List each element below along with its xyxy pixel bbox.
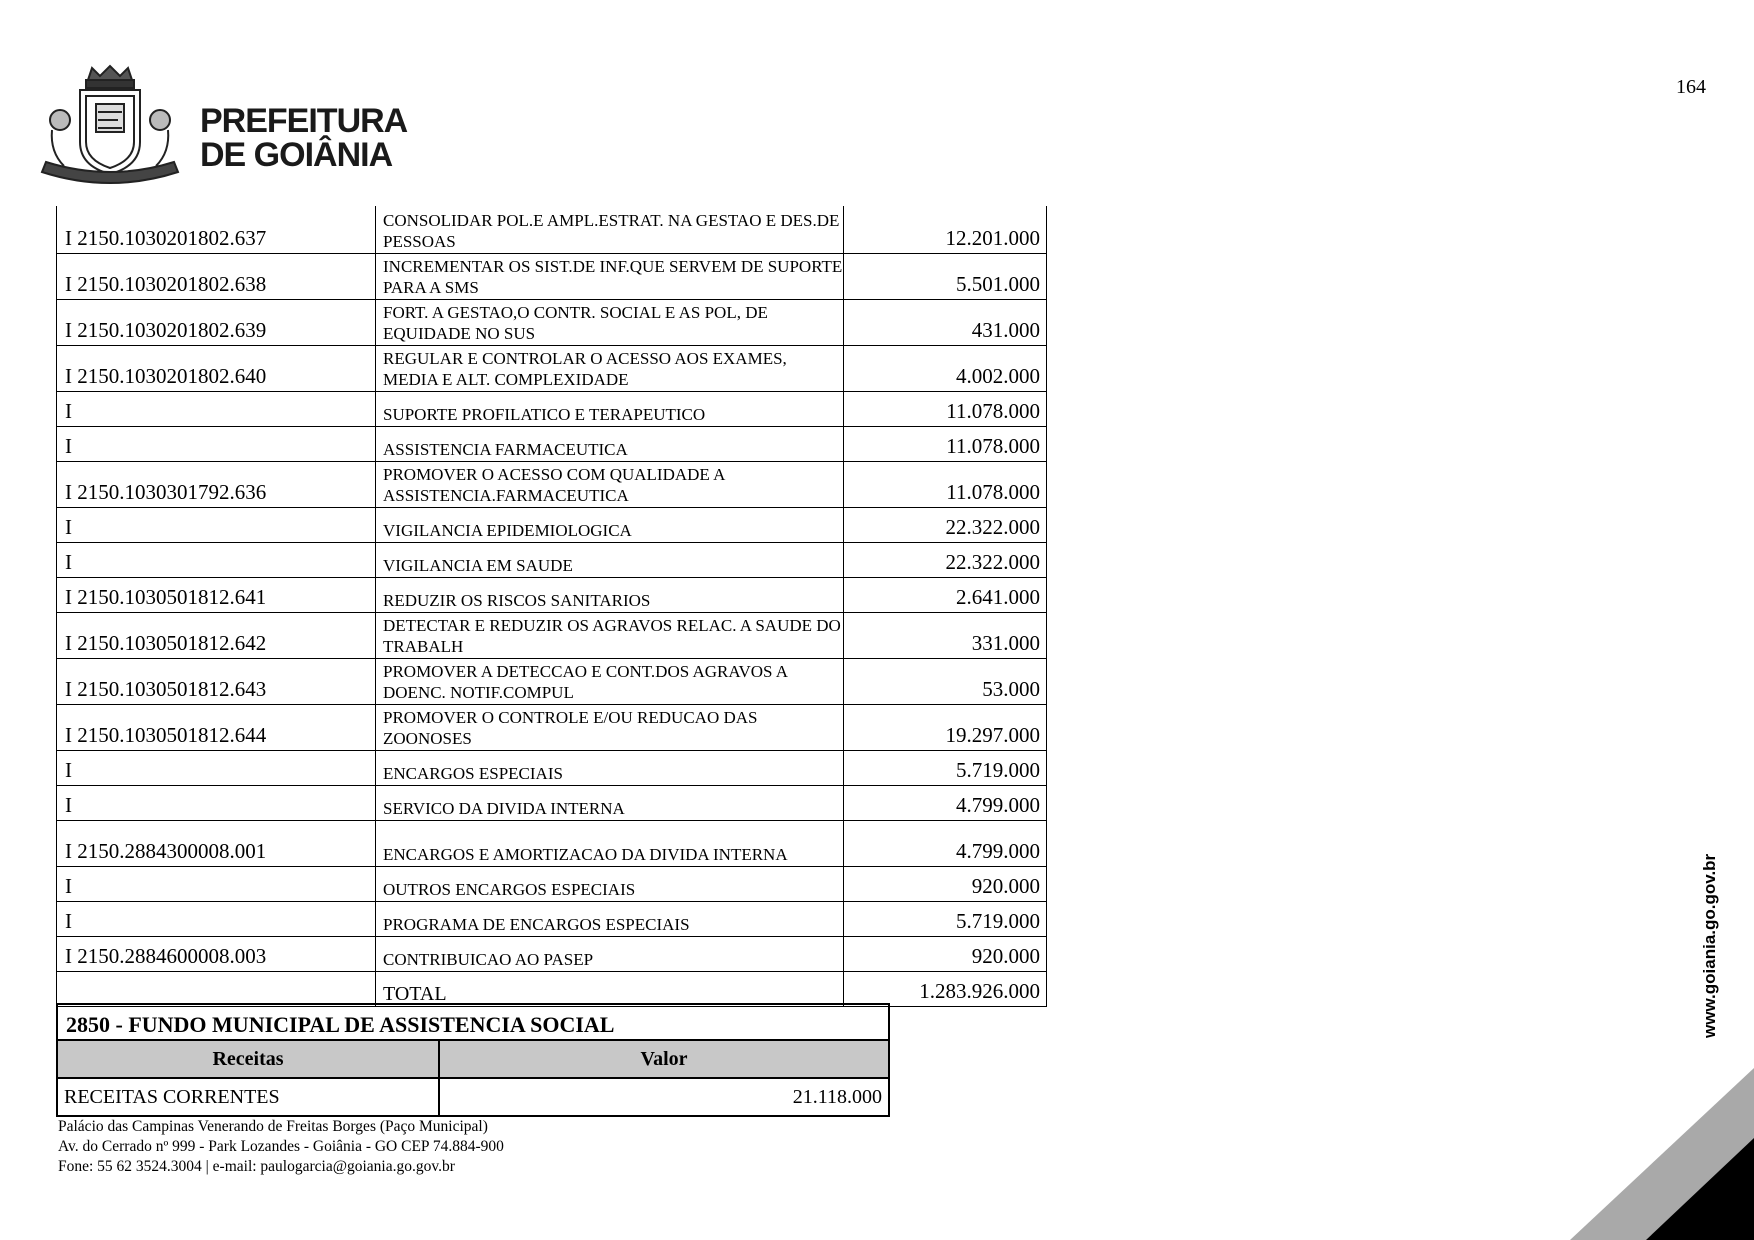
cell-value: 4.002.000 bbox=[844, 346, 1047, 392]
corner-decoration bbox=[1570, 1068, 1754, 1240]
table-row bbox=[57, 867, 1047, 902]
table-row bbox=[57, 508, 1047, 543]
cell-description: ENCARGOS ESPECIAIS bbox=[376, 751, 844, 786]
brand-line-1: PREFEITURA bbox=[200, 102, 408, 140]
cell-value: 431.000 bbox=[844, 300, 1047, 346]
table-row bbox=[57, 392, 1047, 427]
fund-section bbox=[56, 1003, 890, 1117]
budget-table bbox=[56, 206, 1047, 1007]
cell-value: 331.000 bbox=[844, 613, 1047, 659]
cell-value: 5.501.000 bbox=[844, 254, 1047, 300]
footer-line-3: Fone: 55 62 3524.3004 | e-mail: paulogarcia@goiania.go.gov.br bbox=[58, 1158, 455, 1175]
cell-value: 2.641.000 bbox=[844, 578, 1047, 613]
cell-description: ASSISTENCIA FARMACEUTICA bbox=[376, 427, 844, 462]
cell-description: SUPORTE PROFILATICO E TERAPEUTICO bbox=[376, 392, 844, 427]
cell-description: CONSOLIDAR POL.E AMPL.ESTRAT. NA GESTAO E DES.DE PESSOAS bbox=[376, 206, 844, 254]
footer-address bbox=[58, 1117, 504, 1177]
cell-code: I bbox=[57, 786, 376, 821]
fund-row-label: RECEITAS CORRENTES bbox=[58, 1078, 439, 1115]
cell-description: PROMOVER O CONTROLE E/OU REDUCAO DAS ZOONOSES bbox=[376, 705, 844, 751]
table-row bbox=[57, 751, 1047, 786]
cell-value: 11.078.000 bbox=[844, 427, 1047, 462]
cell-code: I 2150.2884300008.001 bbox=[57, 821, 376, 867]
table-row bbox=[57, 300, 1047, 346]
cell-value: 5.719.000 bbox=[844, 902, 1047, 937]
table-row bbox=[58, 1078, 888, 1115]
total-label: TOTAL bbox=[376, 972, 844, 1007]
brand-wordmark bbox=[200, 104, 407, 172]
cell-code: I 2150.1030501812.644 bbox=[57, 705, 376, 751]
cell-code: I bbox=[57, 902, 376, 937]
cell-code: I bbox=[57, 508, 376, 543]
page-number: 164 bbox=[1676, 76, 1706, 98]
cell-code: I 2150.1030501812.641 bbox=[57, 578, 376, 613]
cell-description: VIGILANCIA EPIDEMIOLOGICA bbox=[376, 508, 844, 543]
brand-line-2: DE GOIÂNIA bbox=[200, 136, 393, 174]
cell-code: I 2150.1030201802.639 bbox=[57, 300, 376, 346]
cell-description: ENCARGOS E AMORTIZACAO DA DIVIDA INTERNA bbox=[376, 821, 844, 867]
city-coat-of-arms-logo bbox=[30, 62, 190, 190]
header-valor: Valor bbox=[439, 1040, 888, 1078]
cell-code: I 2150.1030201802.640 bbox=[57, 346, 376, 392]
cell-description: PROGRAMA DE ENCARGOS ESPECIAIS bbox=[376, 902, 844, 937]
table-row bbox=[57, 902, 1047, 937]
cell-description: REDUZIR OS RISCOS SANITARIOS bbox=[376, 578, 844, 613]
table-row bbox=[57, 462, 1047, 508]
cell-description: FORT. A GESTAO,O CONTR. SOCIAL E AS POL, DE EQUIDADE NO SUS bbox=[376, 300, 844, 346]
cell-description: OUTROS ENCARGOS ESPECIAIS bbox=[376, 867, 844, 902]
cell-value: 920.000 bbox=[844, 867, 1047, 902]
cell-value: 11.078.000 bbox=[844, 462, 1047, 508]
table-row bbox=[57, 659, 1047, 705]
cell-value: 12.201.000 bbox=[844, 206, 1047, 254]
cell-code: I bbox=[57, 867, 376, 902]
table-row bbox=[57, 937, 1047, 972]
cell-value: 11.078.000 bbox=[844, 392, 1047, 427]
cell-description: SERVICO DA DIVIDA INTERNA bbox=[376, 786, 844, 821]
cell-code: I bbox=[57, 392, 376, 427]
table-row bbox=[57, 427, 1047, 462]
cell-description: VIGILANCIA EM SAUDE bbox=[376, 543, 844, 578]
cell-description: CONTRIBUICAO AO PASEP bbox=[376, 937, 844, 972]
table-row bbox=[57, 613, 1047, 659]
table-row bbox=[57, 206, 1047, 254]
cell-value: 22.322.000 bbox=[844, 508, 1047, 543]
cell-code: I 2150.1030501812.643 bbox=[57, 659, 376, 705]
cell-description: INCREMENTAR OS SIST.DE INF.QUE SERVEM DE SUPORTE PARA A SMS bbox=[376, 254, 844, 300]
fund-title: 2850 - FUNDO MUNICIPAL DE ASSISTENCIA SOCIAL bbox=[66, 1012, 615, 1037]
table-row bbox=[57, 821, 1047, 867]
table-row bbox=[57, 578, 1047, 613]
cell-value: 19.297.000 bbox=[844, 705, 1047, 751]
footer-line-1: Palácio das Campinas Venerando de Freitas Borges (Paço Municipal) bbox=[58, 1118, 488, 1135]
total-value: 1.283.926.000 bbox=[844, 972, 1047, 1007]
table-row bbox=[57, 705, 1047, 751]
cell-description: REGULAR E CONTROLAR O ACESSO AOS EXAMES, MEDIA E ALT. COMPLEXIDADE bbox=[376, 346, 844, 392]
cell-code bbox=[57, 972, 376, 1007]
cell-description: DETECTAR E REDUZIR OS AGRAVOS RELAC. A SAUDE DO TRABALH bbox=[376, 613, 844, 659]
cell-code: I 2150.1030201802.638 bbox=[57, 254, 376, 300]
cell-value: 53.000 bbox=[844, 659, 1047, 705]
cell-code: I 2150.1030301792.636 bbox=[57, 462, 376, 508]
cell-code: I bbox=[57, 427, 376, 462]
site-url: www.goiania.go.gov.br bbox=[1700, 853, 1719, 1038]
table-row bbox=[57, 786, 1047, 821]
footer-line-2: Av. do Cerrado nº 999 - Park Lozandes - Goiânia - GO CEP 74.884-900 bbox=[58, 1138, 504, 1155]
cell-value: 920.000 bbox=[844, 937, 1047, 972]
fund-table bbox=[58, 1039, 888, 1115]
fund-row-value: 21.118.000 bbox=[792, 1085, 882, 1108]
table-row bbox=[57, 543, 1047, 578]
total-row bbox=[57, 972, 1047, 1007]
cell-description: PROMOVER A DETECCAO E CONT.DOS AGRAVOS A DOENC. NOTIF.COMPUL bbox=[376, 659, 844, 705]
fund-header-row bbox=[58, 1040, 888, 1078]
cell-value: 4.799.000 bbox=[844, 786, 1047, 821]
cell-code: I bbox=[57, 751, 376, 786]
cell-value: 5.719.000 bbox=[844, 751, 1047, 786]
cell-code: I 2150.1030501812.642 bbox=[57, 613, 376, 659]
cell-value: 4.799.000 bbox=[844, 821, 1047, 867]
header-receitas: Receitas bbox=[58, 1040, 439, 1078]
cell-description: PROMOVER O ACESSO COM QUALIDADE A ASSISTENCIA.FARMACEUTICA bbox=[376, 462, 844, 508]
table-row bbox=[57, 254, 1047, 300]
cell-value: 22.322.000 bbox=[844, 543, 1047, 578]
cell-code: I 2150.1030201802.637 bbox=[57, 206, 376, 254]
table-row bbox=[57, 346, 1047, 392]
cell-code: I bbox=[57, 543, 376, 578]
cell-code: I 2150.2884600008.003 bbox=[57, 937, 376, 972]
